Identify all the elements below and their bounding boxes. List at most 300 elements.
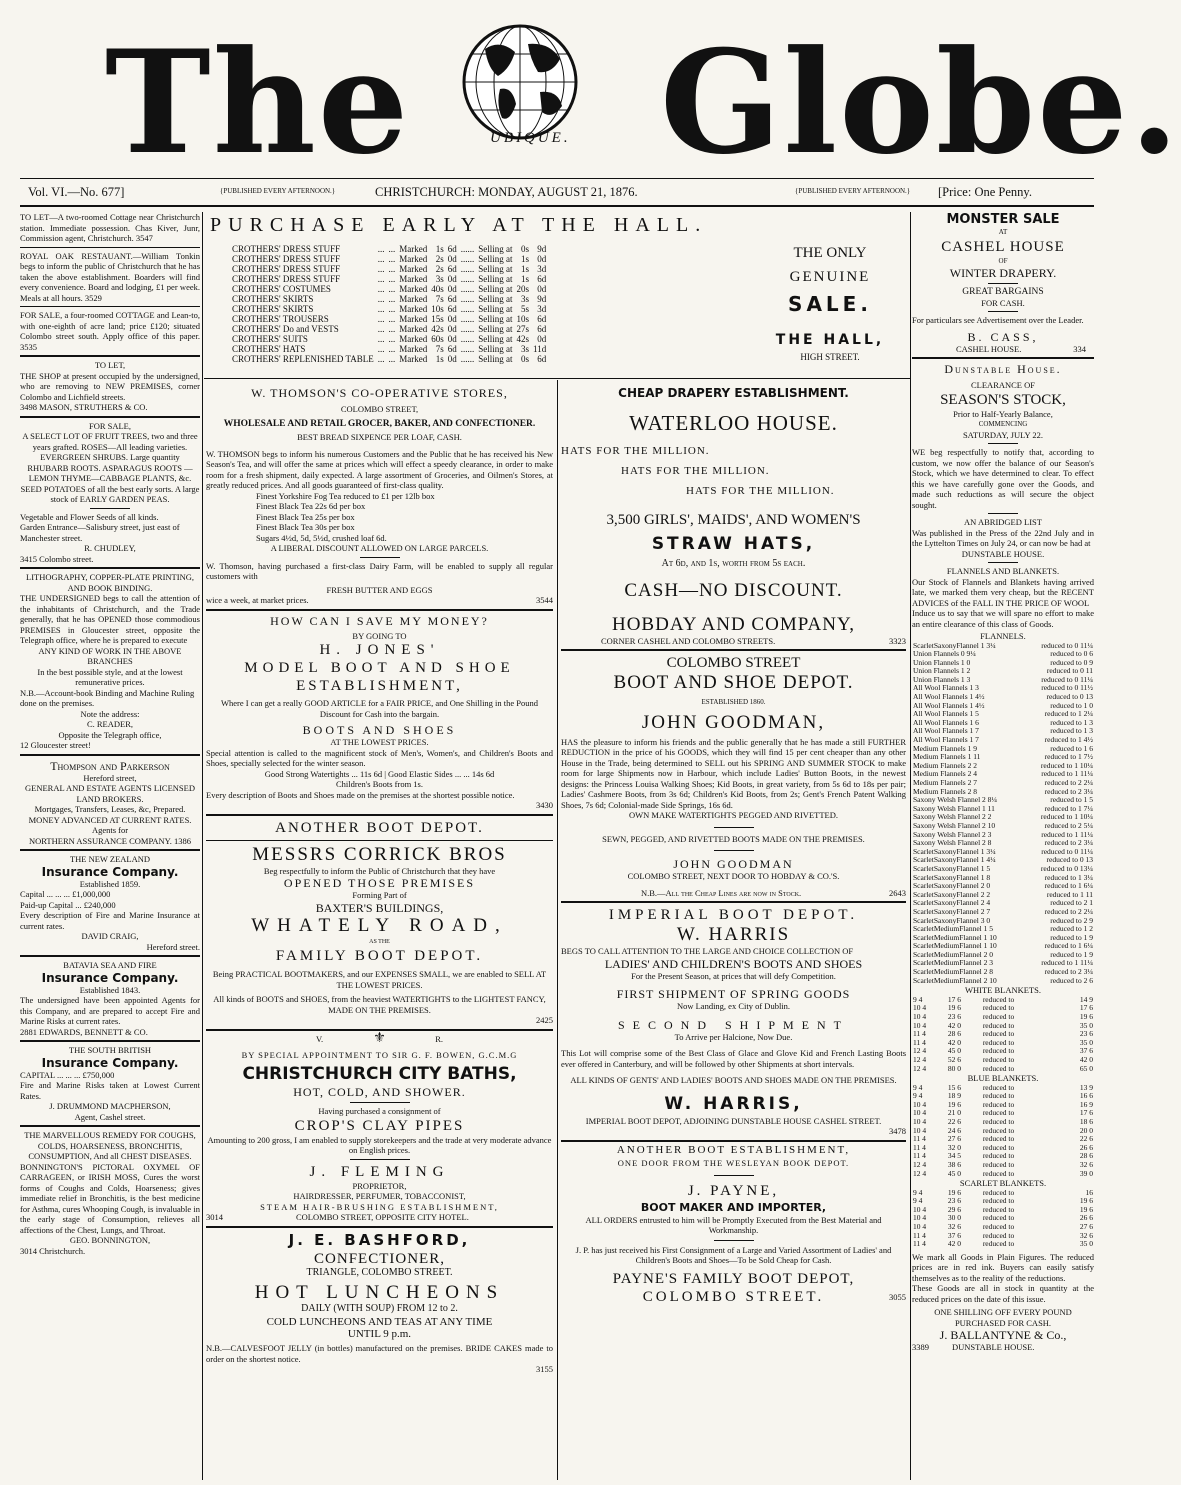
ad-royal-oak: ROYAL OAK RESTAUANT.—William Tonkin begs to inform the public of Christchurch that he has taken the above establishment. Boarders will find every convenience. Board and lodging, £1 per week. Meals at all hours. 3529 [20,250,200,303]
table-cell: 16 9 [1079,1099,1093,1109]
ad-title: CASH—NO DISCOUNT. [624,579,843,601]
table-cell: 23 6 [947,1196,962,1206]
ad-text: A LIBERAL DISCOUNT ALLOWED ON LARGE PARCELS. [270,543,489,553]
table-cell: ... [388,254,396,264]
ad-text: Children's Boots from 1s. [335,779,423,789]
table-cell: reduced to 0 11¼ [1041,640,1093,650]
table-row [230,304,548,314]
table-cell: ScarletMediumFlannel 1 10 [913,941,997,951]
ad-text: N.B.—All the Cheap Lines are now in Stock. [641,887,802,898]
table-cell: 11 4 [913,1151,926,1161]
table-cell: ...... [460,304,475,314]
table-cell: 6d [447,294,457,304]
ad-heading: FOR SALE, [88,420,132,431]
table-cell: All Wool Flannels 1 7 [913,735,979,745]
table-cell: 32 6 [1079,1159,1093,1169]
ad-title: J. E. BASHFORD, [288,1230,471,1249]
ad-text: BLUE BLANKETS. [967,1073,1039,1084]
ad-text: Now Landing, ex City of Dublin. [676,1001,791,1011]
white-blanket-table [912,996,1094,1073]
table-row [230,244,548,254]
table-cell: reduced to [982,1063,1015,1073]
ad-text: J. P. has just received his First Consignment of a Large and Varied Assortment of Ladies' and Children's Boots and Shoes—To be Sold Cheap for Cash. [575,1244,892,1265]
table-cell: 12 4 [913,1168,927,1178]
table-cell: ScarletMediumFlannel 2 3 [913,958,993,968]
ad-title: MESSRS CORRICK BROS [252,843,507,865]
ad-signature: 3415 Colombo street. [20,553,94,564]
ad-text: Mortgages, Transfers, Leases, &c, Prepared. [34,804,186,814]
column-rule [557,380,558,1480]
table-cell: 18 9 [947,1091,962,1101]
table-cell: 11d [533,344,547,354]
royal-arms [206,1030,553,1050]
table-cell: reduced to 1 3 [1050,717,1093,727]
ad-text: Every description of Fire and Marine Insurance at current rates. [20,910,200,931]
table-row [912,1170,1094,1179]
table-cell: 10 4 [913,1213,927,1223]
ad-text: AS THE [369,938,390,945]
ad-text: AN ABRIDGED LIST [964,517,1042,527]
ad-title: CASHEL HOUSE [941,238,1065,255]
table-cell: 11 4 [913,1134,926,1144]
ad-text: To Arrive per Halcione, Now Due. [674,1031,793,1042]
ad-text: AT THE LOWEST PRICES. [330,737,429,747]
table-cell: Union Flannels 1 2 [913,666,971,676]
ad-text: The undersigned have been appointed Agents for this Company, and are prepared to accept Fire and Marine Risks at current rates. [20,995,200,1026]
ad-text: Garden Entrance—Salisbury street, just east of Manchester street. [20,522,180,543]
table-cell: 0d [537,254,547,264]
table-cell: 10 4 [913,1011,927,1021]
table-cell: 16 6 [1079,1091,1093,1101]
table-cell: ... [388,344,396,354]
ad-text: COLD LUNCHEONS AND TEAS AT ANY TIME [266,1315,493,1328]
table-cell: 10 4 [913,1003,927,1013]
ad-signature: J. DRUMMOND MACPHERSON, [49,1101,171,1111]
table-cell: ... [377,334,385,344]
table-cell: Marked [399,304,428,314]
ad-title: Insurance Company. [41,864,179,879]
table-cell: 19 6 [947,1003,962,1013]
ad-title: JOHN GOODMAN, [641,711,826,733]
table-cell: All Wool Flannels 1 3 [913,683,979,693]
table-cell: reduced to 1 10¼ [1040,760,1093,770]
ad-text: SECOND SHIPMENT [617,1017,849,1032]
ad-text: CAPITAL ... ... ... £750,000 [20,1069,115,1080]
ad-title: HOBDAY AND COMPANY, [611,613,856,635]
ad-signature: R. CHUDLEY, [84,543,136,553]
ad-text: FOR CASH. [981,297,1025,308]
table-cell: 2s [435,254,444,264]
table-cell: ... [377,264,385,274]
ad-number: 3323 [889,635,906,646]
ad-text: COMMENCING [978,420,1028,428]
ad-heading: ANOTHER BOOT ESTABLISHMENT, [616,1143,851,1156]
publication-note: {PUBLISHED EVERY AFTERNOON.} [220,187,336,195]
ad-heading: ANOTHER BOOT DEPOT. [275,819,484,836]
ad-text: Was published in the Press of the 22nd July and in the Lyttelton Times on July 24, or can now be had at [912,527,1094,548]
table-cell: 34 5 [947,1151,962,1161]
ad-heading: THE MARVELLOUS REMEDY FOR COUGHS, COLDS, HOARSENESS, BRONCHITIS, CONSUMPTION, And all CHEST DISEASES. [24,1130,196,1161]
table-cell: ... [377,294,385,304]
table-cell: ...... [460,284,475,294]
table-cell: Selling at [478,284,513,294]
table-cell: reduced to 1 6¼ [1044,881,1093,891]
table-cell: 6d [537,274,547,284]
table-cell: 27 6 [1079,1222,1093,1231]
table-cell: Marked [399,294,428,304]
table-cell: Union Flannels 0 9¼ [913,649,976,659]
ad-text: THE ONLY [793,245,867,261]
ad-to-let: TO LET—A two-roomed Cottage near Christchurch station. Immediate possession. Chas Kiver, Junr, Commission agent, Christchurch. 3547 [20,212,200,243]
table-cell: ... [377,274,385,284]
column-rule [202,212,203,1480]
table-cell: reduced to [982,1204,1015,1214]
table-cell: 3s [521,294,530,304]
table-cell: 32 6 [1079,1230,1093,1240]
table-cell: 12 4 [913,1063,927,1073]
table-row [230,314,548,324]
table-cell: 27s [516,324,530,334]
ad-title: SEASON'S STOCK, [940,391,1066,408]
table-cell: ScarletSaxonyFlannel 1 3¼ [913,846,996,856]
rule [204,378,910,379]
ad-signature: C. READER, [86,719,134,729]
table-cell: Medium Flannels 2 2 [913,760,977,770]
table-cell: Marked [399,314,428,324]
ad-for-sale-cottage: FOR SALE, a four-roomed COTTAGE and Lean-to, with one-eighth of acre land; price £120; situated Colombo street south. Apply office of this paper. 3535 [20,310,200,352]
ad-text: Note the address: [80,708,140,719]
ad-text: SEWN, PEGGED, AND RIVETTED BOOTS MADE ON THE PREMISES. [602,833,865,844]
table-cell: 23 6 [1079,1029,1093,1039]
table-cell: 6d [537,354,547,364]
ad-text: HAIRDRESSER, PERFUMER, TOBACCONIST, [293,1191,466,1201]
ad-signature: 2881 EDWARDS, BENNETT & CO. [20,1026,148,1037]
ad-text: SATURDAY, JULY 22. [962,429,1044,440]
ad-title: W. HARRIS, [664,1093,803,1114]
ad-text: BAXTER'S BUILDINGS, [315,900,444,915]
ad-title: B. CASS, [967,329,1039,344]
table-cell: reduced to [982,1116,1015,1126]
ad-text: HAS the pleasure to inform his friends and the public generally that he has made a still FURTHER REDUCTION in the price of his GOODS, which they will find 15 per cent cheaper than any other House in the Trade, being determined to SELL out his SPRING AND SUMMER STOCK to make room for large Shipments now in Harbour, which include Ladies' Button Boots, in the newest designs: the Princess Louisa Walking Shoes; Kid Boots, in great variety, from 5s 6d to 18s per pair; Ladies' Cashmere Boots, from 3s 6d; Children's Kid Boots, from 2s; Gent's French Patent Walking Shoes, 7s 6d; Colonial-made Side Springs, 16s 6d. [561,736,906,810]
blue-blanket-table [912,1084,1094,1179]
ad-heading: IMPERIAL BOOT DEPOT. [608,907,859,923]
table-cell: CROTHERS' SKIRTS [232,304,314,314]
ad-text: Paid-up Capital ... £240,000 [20,899,116,910]
table-cell: CROTHERS' DRESS STUFF [232,244,341,254]
table-cell: reduced to [982,1108,1015,1118]
table-cell: All Wool Flannels 1 6 [913,717,979,727]
ad-text: CASHEL HOUSE. [956,343,1022,354]
table-cell: 0d [537,284,547,294]
place-date: CHRISTCHURCH: MONDAY, AUGUST 21, 1876. [375,185,638,199]
table-cell: 60s [431,334,444,344]
table-cell: 38 6 [947,1159,962,1169]
table-cell: CROTHERS' DRESS STUFF [232,264,341,274]
ad-text: FIRST SHIPMENT OF SPRING GOODS [616,987,851,1001]
table-cell: reduced to [982,1196,1015,1206]
table-cell: CROTHERS' TROUSERS [232,314,329,324]
ad-text: IMPERIAL BOOT DEPOT, ADJOINING DUNSTABLE HOUSE CASHEL STREET. [585,1115,882,1126]
table-cell: Medium Flannels 1 9 [913,743,977,753]
ad-text: UNTIL 9 p.m. [347,1327,412,1340]
ad-text: HOT, COLD, AND SHOWER. [293,1085,466,1099]
ad-title: PAYNE'S FAMILY BOOT DEPOT, [612,1270,855,1287]
ad-title: WHATELY ROAD, [251,914,508,936]
table-cell: ScarletMediumFlannel 1 10 [913,932,997,942]
ad-text: COLOMBO STREET, OPPOSITE CITY HOTEL. [296,1212,469,1222]
ad-text: Having purchased a consignment of [318,1106,441,1116]
table-cell: 1s [521,274,530,284]
ad-text: FLANNELS AND BLANKETS. [946,566,1060,576]
table-cell: 28 6 [947,1029,962,1039]
ad-heading: COLOMBO STREET [666,655,801,671]
ad-text: BEST BREAD SIXPENCE PER LOAF, CASH. [297,432,462,442]
table-cell: 18 6 [1079,1116,1093,1126]
ad-text: NORTHERN ASSURANCE COMPANY. 1386 [29,835,191,846]
table-cell: ScarletSaxonyFlannel 1 4¼ [913,855,996,865]
table-cell: ScarletMediumFlannel 2 10 [913,975,997,985]
table-cell: 26 6 [1079,1142,1093,1152]
table-cell: 42 0 [947,1037,962,1047]
ad-text: Beg respectfully to inform the Public of Christchurch that they have [263,865,496,876]
table-cell: 7s [435,344,444,354]
ad-text: For particulars see Advertisement over the Leader. [912,315,1084,325]
ad-text: HATS FOR THE MILLION. [686,485,835,497]
table-cell: CROTHERS' HATS [232,344,306,354]
table-cell: reduced to [982,994,1015,1004]
table-cell: CROTHERS' SKIRTS [232,294,314,304]
table-cell: ... [377,304,385,314]
table-cell: 30 0 [947,1213,962,1223]
ad-text: DUNSTABLE HOUSE. [961,548,1045,559]
ad-text: MONEY ADVANCED AT CURRENT RATES. [28,814,192,825]
table-cell: Medium Flannels 1 11 [913,752,981,762]
ad-text: COLOMBO STREET, [340,404,419,414]
table-cell: Selling at [478,294,513,304]
table-cell: ScarletSaxonyFlannel 2 2 [913,889,991,899]
ad-text: Hereford street, [83,772,137,783]
table-row [230,324,548,334]
list-item: Finest Black Tea 25s per box [256,511,355,522]
ad-text: PROPRIETOR, [352,1180,407,1191]
table-cell: reduced to [982,1046,1015,1056]
table-cell: 29 6 [947,1204,962,1214]
ad-text: FLANNELS. [980,631,1026,641]
table-cell: Selling at [478,304,513,314]
table-cell: ... [377,244,385,254]
table-cell: Selling at [478,334,513,344]
table-cell: Selling at [478,324,513,334]
ad-text: Being PRACTICAL BOOTMAKERS, and our EXPENSES SMALL, we are enabled to SELL AT THE LOWEST PRICES. [212,969,547,990]
table-cell: ...... [460,294,475,304]
price-table [230,244,548,364]
table-cell: 80 0 [947,1063,962,1073]
scarlet-blanket-table [912,1189,1094,1249]
ad-number: 3014 [206,1212,223,1222]
table-cell: 19 6 [947,1187,962,1197]
ad-heading: MONSTER SALE [946,212,1060,227]
ad-text: HATS FOR THE MILLION. [621,465,770,477]
ad-text: Vegetable and Flower Seeds of all kinds. [20,511,159,522]
table-cell: 10s [516,314,530,324]
table-cell: reduced to 2 2¼ [1044,778,1093,787]
ad-heading: HOW CAN I SAVE MY MONEY? [270,613,489,628]
table-cell: reduced to [982,1142,1015,1152]
ad-text: Agents for [91,825,129,835]
table-cell: Marked [399,274,428,284]
table-cell: 23 6 [947,1011,962,1021]
table-cell: reduced to 1 10¼ [1040,812,1093,822]
table-cell: 5s [521,304,530,314]
table-cell: reduced to 0 13¼ [1040,863,1093,873]
table-cell: reduced to [982,1054,1015,1064]
table-cell: ScarletSaxonyFlannel 1 5 [913,863,991,873]
table-cell: 21 0 [947,1108,962,1118]
table-cell: 17 6 [1079,1108,1093,1118]
ad-remedy: BONNINGTON'S PICTORAL OXYMEL OF CARRAGEEN, or IRISH MOSS, Cures the worst forms of Coughs and Colds, Hoarseness; gives immediate relief in Bronchitis, is the best medicine for Asthma, cures Whooping Cough, is invaluable in the early stage of Consumption, relieves all affections of the Chest, Lungs, and Throat. [20,1161,200,1235]
table-cell: 0s [521,244,530,254]
table-row [230,264,548,274]
table-cell: Selling at [478,354,513,364]
table-cell: ... [377,254,385,264]
table-cell: 35 0 [1079,1037,1093,1047]
table-cell: 35 0 [1079,1020,1093,1030]
table-cell: reduced to 1 11¼ [1041,769,1093,779]
ad-text: Amounting to 200 gross, I am enabled to supply storekeepers and the trade at very moderate advance on English prices. [207,1134,552,1155]
ad-text: 3,500 GIRLS', MAIDS', AND WOMEN'S [606,512,861,528]
list-item: Finest Yorkshire Fog Tea reduced to £1 per 12lb box [256,490,435,501]
ad-shop: THE SHOP at present occupied by the undersigned, who are removing to NEW PREMISES, corner Colombo and Lichfield streets. [20,370,200,402]
ad-text: CORNER CASHEL AND COLOMBO STREETS. [601,635,776,646]
table-cell: 12 4 [913,1046,927,1056]
table-cell: ... [388,334,396,344]
table-cell: 19 6 [1079,1204,1093,1214]
ad-heading: TO LET, [94,360,126,370]
middle-left-column [206,386,553,1375]
ad-text: All kinds of BOOTS and SHOES, from the heaviest WATERTIGHTS to the LIGHTEST FANCY, MADE ON THE PREMISES. [213,994,546,1015]
table-cell: reduced to [982,1134,1015,1144]
ad-text: Hereford street. [146,941,200,952]
ad-number: 3389 [912,1342,929,1353]
ad-text: wice a week, at market prices. [206,595,309,605]
table-cell: Medium Flannels 2 4 [913,769,977,779]
table-cell: 17 6 [947,994,962,1004]
table-cell: 10 4 [913,1204,927,1214]
table-cell: Saxony Welsh Flannel 1 11 [913,803,995,813]
table-cell: Marked [399,324,428,334]
ad-text: SALE. [788,292,872,316]
table-cell: ... [388,324,396,334]
table-cell: 27 6 [947,1134,962,1144]
table-cell: 1s [521,264,530,274]
ad-the-hall [210,214,904,376]
table-cell: 1s [521,254,530,264]
tea-list [206,491,553,544]
ad-text: These Goods are all in stock in quantity at the reduced prices on the date of this issue. [912,1283,1094,1304]
table-cell: All Wool Flannels 1 4½ [913,700,985,710]
volume-number: Vol. VI.—No. 677] [28,185,125,199]
table-cell: reduced to 1 9 [1050,949,1093,959]
table-cell: 37 6 [1079,1046,1093,1056]
title-globe: Globe. [660,20,1181,186]
table-cell: Saxony Welsh Flannel 2 10 [913,820,996,830]
table-row [230,274,548,284]
table-cell: Selling at [478,254,513,264]
table-cell: 0d [447,274,457,284]
ad-number: 3055 [889,1291,906,1302]
table-cell: CROTHERS' COSTUMES [232,284,331,294]
ad-title: MODEL BOOT AND SHOE [244,660,515,676]
ad-text: N.B.—Account-book Binding and Machine Ruling done on the premises. [20,687,195,708]
table-cell: reduced to 1 11¼ [1041,829,1093,839]
table-cell: reduced to [982,1011,1015,1021]
table-cell: reduced to [982,1029,1015,1039]
table-cell: reduced to 1 4½ [1044,735,1093,745]
table-cell: 3s [521,344,530,354]
table-cell: 32 0 [947,1142,962,1152]
table-cell: ... [377,324,385,334]
table-cell: reduced to [982,1091,1015,1101]
table-cell: ...... [460,274,475,284]
list-item: Sugars 4½d, 5d, 5½d, crushed loaf 6d. [256,532,387,543]
table-cell: ... [377,354,385,364]
table-cell: reduced to [982,1187,1015,1197]
table-cell: Saxony Welsh Flannel 2 3 [913,829,992,839]
table-cell: Medium Flannels 2 8 [913,786,977,796]
table-cell: 6d [537,324,547,334]
table-cell: Marked [399,334,428,344]
ad-text: W. THOMSON begs to inform his numerous Customers and the Public that he has received his New Season's Tea, and will offer the same at prices which will effect a speedy clearance, in order to make room for a fresh shipment, daily expected. A large assortment of Groceries, and Oilmen's Stores, at greatly reduced prices. And all goods guaranteed of first-class quality. [206,448,553,490]
table-cell: 24 6 [947,1125,962,1135]
ad-title: WINTER DRAPERY. [949,266,1057,280]
ad-title: J. BALLANTYNE & Co., [939,1328,1067,1343]
table-cell: 3d [537,304,547,314]
table-cell: reduced to [982,1151,1015,1161]
ad-text: OWN MAKE WATERTIGHTS PEGGED AND RIVETTED. [629,810,838,820]
table-cell: 28 6 [1079,1151,1093,1161]
table-cell: 45 0 [947,1046,962,1056]
table-cell: CROTHERS' DRESS STUFF [232,254,341,264]
table-cell: 11 4 [913,1029,926,1039]
table-cell: Marked [399,284,428,294]
table-cell: reduced to [982,1230,1015,1240]
table-cell: 1s [435,354,444,364]
ad-number: 3478 [889,1126,906,1136]
table-cell: reduced to [982,1020,1015,1030]
ad-heading: CHEAP DRAPERY ESTABLISHMENT. [618,386,849,400]
table-cell: CROTHERS' Do and VESTS [232,324,339,334]
ad-heading: Dunstable House. [944,362,1062,376]
ad-text: LADIES' AND CHILDREN'S BOOTS AND SHOES [604,956,863,971]
ad-number: 3544 [536,595,553,605]
ad-text: WHITE BLANKETS. [964,985,1041,996]
ad-text: ESTABLISHED 1860. [701,698,766,706]
left-column [20,212,200,1256]
masthead [0,0,1181,186]
ad-title: WATERLOO HOUSE. [629,411,838,435]
table-cell: 0d [447,354,457,364]
table-cell: 14 9 [1079,994,1093,1004]
table-cell: 6d [447,304,457,314]
table-cell: 15 6 [947,1082,962,1092]
table-cell: ...... [460,264,475,274]
table-row [912,1240,1094,1249]
table-cell: reduced to 1 3 [1050,726,1093,736]
ad-text: THE HALL, [775,332,885,348]
table-row [912,977,1094,986]
table-cell: 11 4 [913,1239,926,1249]
ad-text: V. [316,1033,324,1044]
